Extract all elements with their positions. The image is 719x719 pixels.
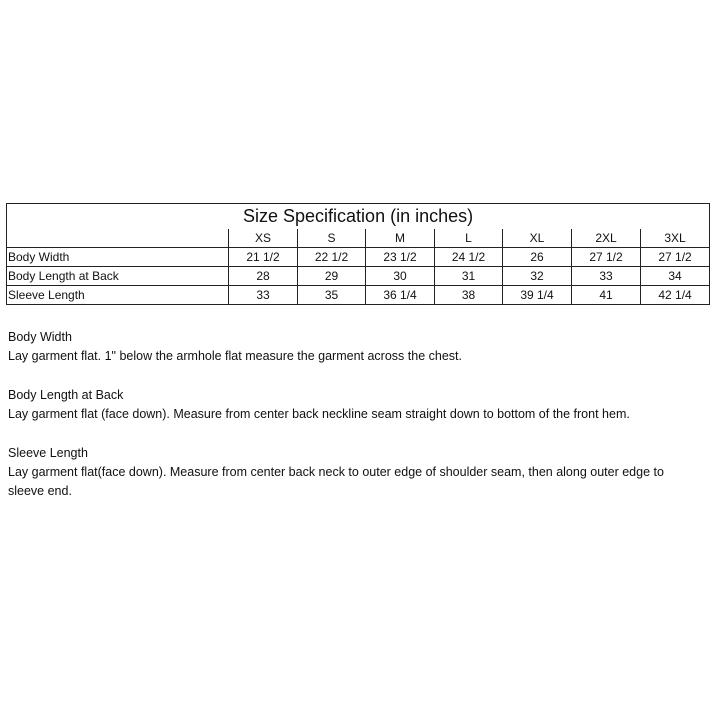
table-cell: 28	[229, 267, 298, 286]
table-cell: 29	[298, 267, 366, 286]
note-text: Lay garment flat(face down). Measure from center back neck to outer edge of shoulder seam, then along outer edge to sleeve end.	[8, 465, 664, 498]
note-text: Lay garment flat. 1" below the armhole flat measure the garment across the chest.	[8, 349, 462, 363]
table-cell: 33	[572, 267, 641, 286]
table-row-body-length	[7, 267, 710, 286]
row-label: Body Width	[7, 248, 229, 267]
table-cell: 23 1/2	[366, 248, 435, 267]
note-body-length	[8, 386, 688, 424]
table-cell: 34	[641, 267, 710, 286]
size-header-l: L	[435, 229, 503, 248]
note-text: Lay garment flat (face down). Measure from center back neckline seam straight down to bottom of the front hem.	[8, 407, 630, 421]
note-heading: Body Length at Back	[8, 388, 124, 402]
note-heading: Body Width	[8, 330, 72, 344]
table-cell: 41	[572, 286, 641, 305]
size-header-xs: XS	[229, 229, 298, 248]
table-cell: 42 1/4	[641, 286, 710, 305]
note-sleeve-length	[8, 444, 688, 501]
table-cell: 24 1/2	[435, 248, 503, 267]
measurement-notes	[8, 328, 688, 521]
table-title-row	[7, 204, 710, 230]
table-cell: 27 1/2	[641, 248, 710, 267]
table-cell: 33	[229, 286, 298, 305]
header-corner-cell	[7, 229, 229, 248]
table-row-sleeve-length	[7, 286, 710, 305]
table-row-body-width	[7, 248, 710, 267]
table-cell: 32	[503, 267, 572, 286]
size-header-2xl: 2XL	[572, 229, 641, 248]
size-spec-table	[6, 203, 710, 305]
size-header-s: S	[298, 229, 366, 248]
table-cell: 39 1/4	[503, 286, 572, 305]
note-heading: Sleeve Length	[8, 446, 88, 460]
size-header-3xl: 3XL	[641, 229, 710, 248]
table-cell: 27 1/2	[572, 248, 641, 267]
table-cell: 21 1/2	[229, 248, 298, 267]
table-cell: 38	[435, 286, 503, 305]
size-header-xl: XL	[503, 229, 572, 248]
note-body-width	[8, 328, 688, 366]
table-cell: 26	[503, 248, 572, 267]
table-header-row	[7, 229, 710, 248]
table-cell: 31	[435, 267, 503, 286]
row-label: Sleeve Length	[7, 286, 229, 305]
table-cell: 30	[366, 267, 435, 286]
table-cell: 36 1/4	[366, 286, 435, 305]
table-title: Size Specification (in inches)	[7, 204, 710, 230]
size-header-m: M	[366, 229, 435, 248]
table-cell: 22 1/2	[298, 248, 366, 267]
row-label: Body Length at Back	[7, 267, 229, 286]
table-cell: 35	[298, 286, 366, 305]
